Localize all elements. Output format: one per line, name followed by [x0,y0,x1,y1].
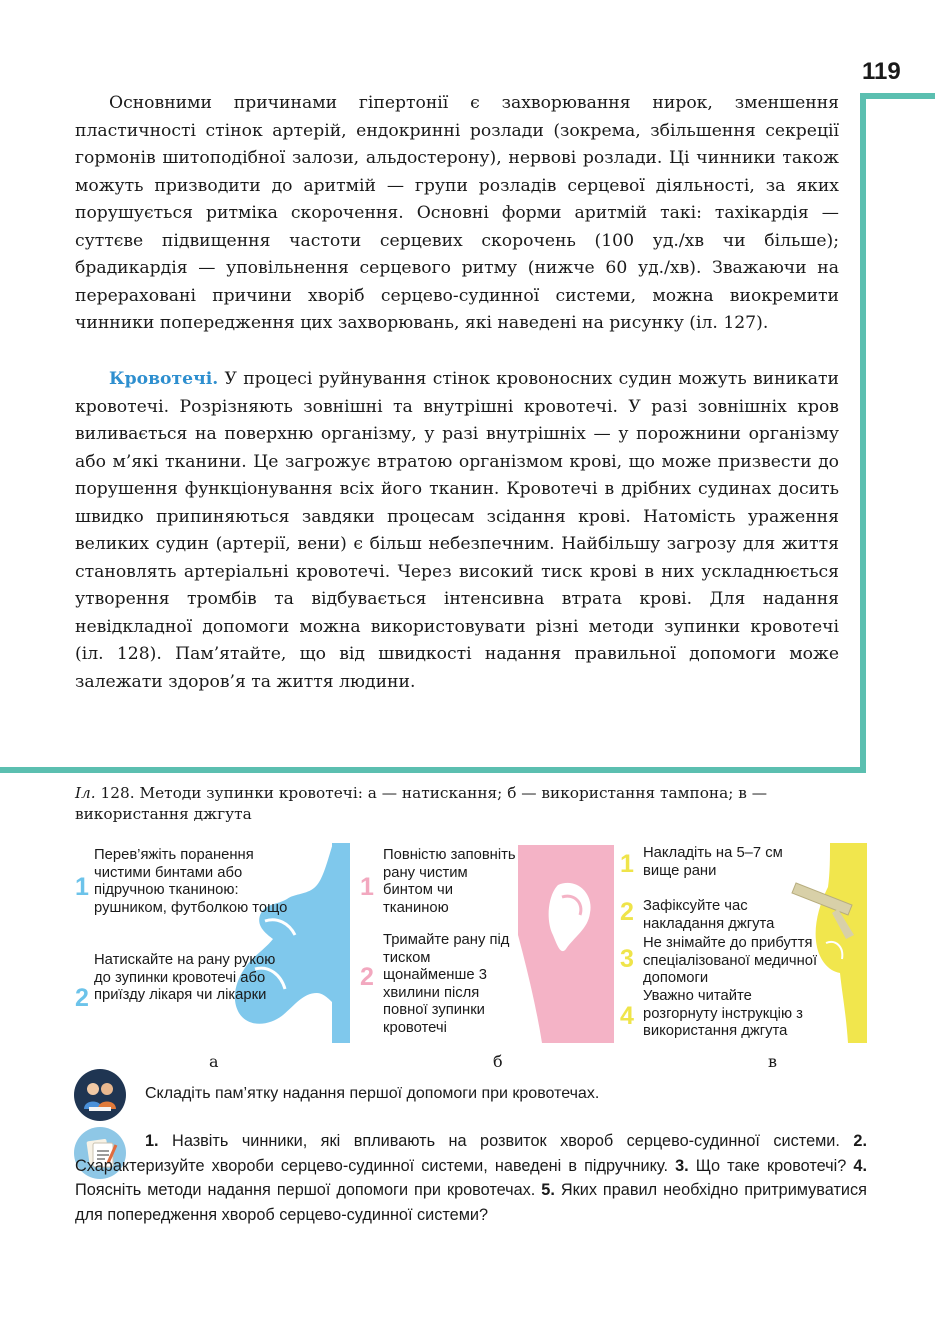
step-number: 4 [620,1002,634,1030]
question-text: Яких правил необхідно притримуватися для попередження хвороб серцево-судинної системи? [75,1181,867,1224]
step-number: 3 [620,945,634,973]
step-text: Уважно читайте розгорнуту інструкцію з використання джгута [643,988,803,1039]
frame-top-border [860,93,935,99]
step-number: 1 [360,873,374,901]
question-number: 2. [853,1132,867,1150]
figure-caption [75,783,867,825]
question-number: 3. [675,1156,689,1175]
step-text: Повністю заповніть рану чистим бинтом чи тканиною [383,847,516,916]
review-questions [75,1129,867,1227]
question-text: Що таке кровотечі? [688,1156,854,1175]
paragraph-hypertension: Основними причинами гіпертонії є захворювання нирок, зменшення пластичності стінок артерій, ендокринні розлади (зокрема, збільшення секреції гормонів шитоподібної залози, альдостерону), нервові розлади. Ці чинники також можуть призводити до аритмій — групи розладів серцевої діяльності, за яких порушується ритміка скорочення. Основні форми аритмій такі: тахікардія — суттєве підвищення частоти серцевих скорочень (100 уд./хв чи більше); брадикардія — уповільнення серцевого ритму (нижче 60 уд./хв). Зважаючи на перераховані причини хворіб серцево-судинної системи, можна виокремити чинники попередження цих захворювань, які наведені на рисунку (іл. 127). [75,93,839,333]
page-number: 119 [862,58,901,85]
step-number: 1 [75,873,89,901]
step-text: Зафіксуйте час накладання джгута [643,898,775,932]
step-number: 2 [360,963,374,991]
caption-label: Іл. [75,784,96,802]
question-number: 5. [541,1181,555,1199]
frame-bottom-border [0,767,866,773]
step-number: 1 [620,850,634,878]
caption-text: 128. Методи зупинки кровотечі: а — натискання; б — використання тампона; в — використання джгута [75,784,768,823]
panel-label: а [209,1052,219,1071]
paragraph-bleeding-text: У процесі руйнування стінок кровоносних судин можуть виникати кровотечі. Розрізняють зовнішні та внутрішні кровотечі. У разі зовнішніх кров виливається на поверхню організму, у разі внутрішніх — у порожнини організму або м’які тканини. Це загрожує втратою організмом крові, що може призвести до порушення функціонування всіх його тканин. Кровотечі в дрібних судинах досить швидко припиняються завдяки процесам зсідання крові. Натомість ураження великих судин (артерії, вени) є більш небезпечним. Найбільшу загрозу для життя становлять артеріальні кровотечі. Через високий тиск крові в них ускладнюється утворення тромбів та відбувається інтенсивна втрата крові. Для надання невідкладної допомоги можна використовувати різні методи зупинки кровотечі (іл. 128). Пам’ятайте, що від швидкості надання правильної допомоги може залежати здоров’я та життя людини. [75,369,839,692]
step-text: Накладіть на 5–7 см вище рани [643,845,783,879]
group-work-icon [74,1069,126,1121]
panel-label: б [493,1052,503,1071]
question-number: 1. [145,1132,159,1150]
panel-label: в [768,1052,778,1071]
step-text: Натискайте на рану рукою до зупинки кровотечі або приїзду лікаря чи лікарки [94,952,276,1003]
tampon-illustration [518,845,614,1043]
question-text: Схарактеризуйте хвороби серцево-судинної системи, наведені в підручнику. [75,1156,676,1175]
step-text: Перев’яжіть поранення чистими бинтами або підручною тканиною: рушником, футболкою тощо [94,847,288,916]
step-text: Не знімайте до прибуття спеціалізованої медичної допомоги [643,935,818,986]
question-text: Поясніть методи надання першої допомоги при кровотечах. [75,1181,542,1199]
step-number: 2 [620,898,634,926]
paragraph-bleeding [75,366,839,696]
task-text: Складіть пам’ятку надання першої допомоги при кровотечах. [145,1085,600,1102]
question-text: Назвіть чинники, які впливають на розвиток хвороб серцево-судинної системи. [158,1132,854,1150]
step-number: 2 [75,984,89,1012]
frame-right-border [860,93,866,773]
term-bleeding: Кровотечі. [109,369,219,389]
question-number: 4. [853,1156,867,1175]
step-text: Тримайте рану під тиском щонайменше 3 хвилини після повної зупинки кровотечі [383,932,510,1036]
